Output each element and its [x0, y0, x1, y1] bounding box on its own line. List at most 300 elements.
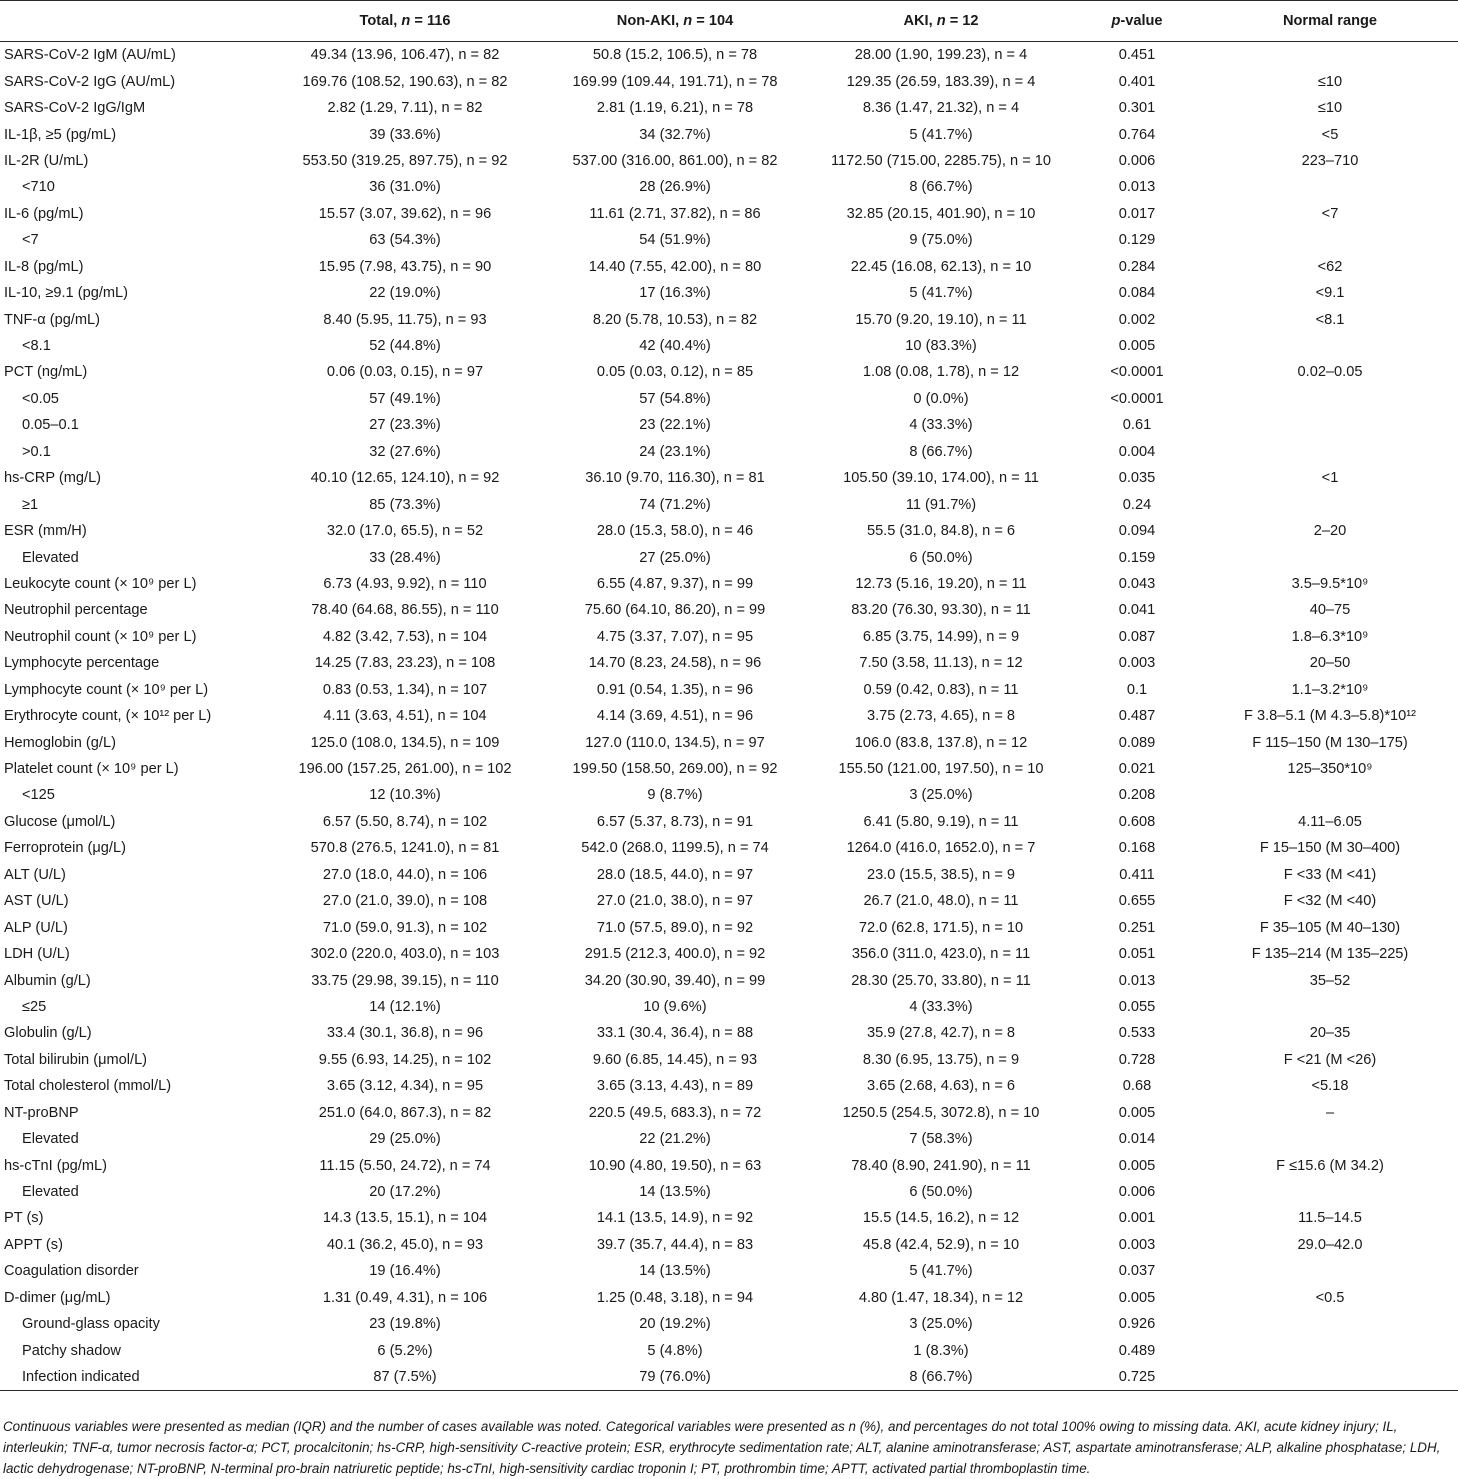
cell-nonaki: 2.81 (1.19, 6.21), n = 78: [596, 100, 754, 117]
cell-total: 6 (5.2%): [377, 1342, 433, 1359]
row-label: Lymphocyte percentage: [4, 655, 160, 672]
cell-total: 14 (12.1%): [369, 998, 441, 1015]
cell-aki: 72.0 (62.8, 171.5), n = 10: [858, 919, 1024, 936]
cell-aki: 83.20 (76.30, 93.30), n = 11: [851, 602, 1031, 619]
cell-normal: <5.18: [1311, 1078, 1349, 1095]
cell-normal: [1202, 1364, 1458, 1391]
cell-p: 0.487: [1118, 708, 1156, 725]
cell-p: 0.533: [1118, 1025, 1156, 1042]
cell-p: 0.005: [1118, 1289, 1156, 1306]
cell-normal: F 35–105 (M 40–130): [1259, 919, 1401, 936]
cell-aki: 6 (50.0%): [909, 549, 973, 566]
table-row: [0, 1258, 1458, 1284]
row-label: IL-10, ≥9.1 (pg/mL): [4, 285, 129, 302]
cell-aki: 3.65 (2.68, 4.63), n = 6: [866, 1078, 1016, 1095]
cell-aki: 8.30 (6.95, 13.75), n = 9: [862, 1051, 1020, 1068]
row-label: ESR (mm/H): [4, 523, 87, 540]
table-row: [0, 1100, 1458, 1126]
cell-total: 33.4 (30.1, 36.8), n = 96: [326, 1025, 484, 1042]
cell-nonaki: 28.0 (18.5, 44.0), n = 97: [596, 866, 754, 883]
table-row: [0, 729, 1458, 755]
row-label: Ferroprotein (μg/L): [4, 840, 126, 857]
cell-p: 0.005: [1118, 1104, 1156, 1121]
cell-nonaki: 14 (13.5%): [639, 1184, 711, 1201]
table-row: [0, 386, 1458, 412]
row-label: >0.1: [22, 443, 51, 460]
cell-nonaki: 4.14 (3.69, 4.51), n = 96: [596, 708, 754, 725]
cell-aki: 8 (66.7%): [909, 443, 973, 460]
table-row: [0, 1205, 1458, 1231]
cell-normal: <1: [1321, 470, 1339, 487]
cell-p: 0.041: [1118, 602, 1156, 619]
cell-normal: [1202, 1337, 1458, 1363]
row-label: LDH (U/L): [4, 946, 70, 963]
table-row: [0, 1179, 1458, 1205]
cell-nonaki: 57 (54.8%): [639, 390, 711, 407]
table-row: [0, 677, 1458, 703]
cell-normal: 125–350*10⁹: [1287, 761, 1373, 778]
row-label: Elevated: [22, 1184, 79, 1201]
cell-normal: 223–710: [1301, 152, 1359, 169]
table-row: [0, 1126, 1458, 1152]
cell-aki: 1250.5 (254.5, 3072.8), n = 10: [842, 1104, 1040, 1121]
cell-aki: 129.35 (26.59, 183.39), n = 4: [846, 73, 1036, 90]
cell-p: 0.208: [1118, 787, 1156, 804]
cell-aki: 12.73 (5.16, 19.20), n = 11: [855, 575, 1027, 592]
cell-total: 125.0 (108.0, 134.5), n = 109: [310, 734, 500, 751]
row-label: Total cholesterol (mmol/L): [4, 1078, 172, 1095]
table-row: [0, 1020, 1458, 1046]
cell-total: 6.73 (4.93, 9.92), n = 110: [323, 575, 487, 592]
cell-p: 0.251: [1118, 919, 1156, 936]
cell-aki: 105.50 (39.10, 174.00), n = 11: [843, 470, 1039, 487]
cell-total: 52 (44.8%): [369, 338, 441, 355]
cell-nonaki: 54 (51.9%): [639, 232, 711, 249]
row-label: Elevated: [22, 1131, 79, 1148]
cell-p: 0.094: [1118, 523, 1156, 540]
cell-nonaki: 22 (21.2%): [639, 1131, 711, 1148]
cell-nonaki: 20 (19.2%): [639, 1316, 711, 1333]
cell-p: 0.168: [1118, 840, 1156, 857]
cell-nonaki: 6.57 (5.37, 8.73), n = 91: [596, 813, 754, 830]
cell-p: 0.284: [1118, 258, 1156, 275]
cell-normal: 0.02–0.05: [1297, 364, 1363, 381]
table-row: [0, 465, 1458, 491]
table-row: [0, 597, 1458, 623]
cell-nonaki: 74 (71.2%): [639, 496, 711, 513]
table-row: [0, 95, 1458, 121]
cell-aki: 55.5 (31.0, 84.8), n = 6: [866, 523, 1016, 540]
cell-aki: 3 (25.0%): [909, 1316, 973, 1333]
row-label: D-dimer (μg/mL): [4, 1289, 111, 1306]
cell-total: 87 (7.5%): [270, 1364, 540, 1391]
cell-nonaki: 36.10 (9.70, 116.30), n = 81: [585, 470, 765, 487]
cell-nonaki: 14.1 (13.5, 14.9), n = 92: [596, 1210, 754, 1227]
cell-aki: 78.40 (8.90, 241.90), n = 11: [851, 1157, 1031, 1174]
table-row: [0, 227, 1458, 253]
cell-p: 0.411: [1119, 866, 1155, 883]
cell-aki: 8 (66.7%): [810, 1364, 1072, 1391]
cell-aki: 1 (8.3%): [913, 1342, 969, 1359]
cell-p: 0.035: [1118, 470, 1156, 487]
row-label: Leukocyte count (× 10⁹ per L): [4, 575, 197, 592]
table-row: [0, 862, 1458, 888]
table-row: [0, 42, 1458, 69]
cell-nonaki: 28.0 (15.3, 58.0), n = 46: [596, 523, 754, 540]
cell-nonaki: 79 (76.0%): [540, 1364, 810, 1391]
table-row: [0, 650, 1458, 676]
header-total: Total, n = 116: [270, 1, 540, 42]
cell-normal: 20–50: [1309, 655, 1351, 672]
cell-p: 0.608: [1118, 813, 1156, 830]
cell-normal: [1202, 174, 1458, 200]
row-label: IL-6 (pg/mL): [4, 205, 84, 222]
cell-aki: 356.0 (311.0, 423.0), n = 11: [851, 946, 1031, 963]
cell-aki: 1.08 (0.08, 1.78), n = 12: [862, 364, 1020, 381]
cell-aki: 1172.50 (715.00, 2285.75), n = 10: [830, 152, 1052, 169]
cell-total: 2.82 (1.29, 7.11), n = 82: [327, 100, 483, 117]
cell-normal: [1202, 544, 1458, 570]
row-label: IL-1β, ≥5 (pg/mL): [4, 126, 117, 143]
cell-total: 6.57 (5.50, 8.74), n = 102: [322, 813, 488, 830]
cell-p: 0.24: [1122, 496, 1152, 513]
table-row: [0, 835, 1458, 861]
cell-nonaki: 6.55 (4.87, 9.37), n = 99: [596, 575, 754, 592]
table-row: [0, 888, 1458, 914]
cell-p: 0.159: [1118, 549, 1156, 566]
row-label: 0.05–0.1: [22, 417, 79, 434]
table-row: [0, 809, 1458, 835]
cell-normal: ≤10: [1317, 73, 1343, 90]
cell-normal: F 115–150 (M 130–175): [1252, 734, 1408, 751]
cell-normal: F ≤15.6 (M 34.2): [1276, 1157, 1384, 1174]
row-label: Platelet count (× 10⁹ per L): [4, 761, 179, 778]
cell-total: 71.0 (59.0, 91.3), n = 102: [322, 919, 488, 936]
row-label: ≤25: [22, 998, 47, 1015]
cell-total: 63 (54.3%): [369, 232, 441, 249]
table-row: [0, 1047, 1458, 1073]
cell-total: 40.10 (12.65, 124.10), n = 92: [310, 470, 500, 487]
cell-nonaki: 8.20 (5.78, 10.53), n = 82: [592, 311, 758, 328]
table-row: [0, 439, 1458, 465]
cell-total: 1.31 (0.49, 4.31), n = 106: [322, 1289, 488, 1306]
table-row: [0, 121, 1458, 147]
table-row: [0, 1364, 1458, 1391]
table-row: [0, 359, 1458, 385]
row-label: Lymphocyte count (× 10⁹ per L): [4, 681, 209, 698]
row-label: Infection indicated: [0, 1364, 270, 1391]
cell-p: 0.013: [1118, 179, 1156, 196]
table-row: [0, 994, 1458, 1020]
cell-aki: 6.41 (5.80, 9.19), n = 11: [863, 813, 1019, 830]
table-row: [0, 412, 1458, 438]
row-label: SARS-CoV-2 IgG (AU/mL): [4, 73, 176, 90]
cell-nonaki: 50.8 (15.2, 106.5), n = 78: [592, 47, 758, 64]
cell-normal: <9.1: [1315, 285, 1345, 302]
row-label: ≥1: [22, 496, 39, 513]
cell-total: 78.40 (64.68, 86.55), n = 110: [311, 602, 499, 619]
table-row: [0, 254, 1458, 280]
cell-aki: 15.70 (9.20, 19.10), n = 11: [855, 311, 1027, 328]
cell-aki: 11 (91.7%): [905, 496, 977, 513]
cell-nonaki: 10.90 (4.80, 19.50), n = 63: [588, 1157, 762, 1174]
cell-p: 0.006: [1118, 1184, 1156, 1201]
row-label: Coagulation disorder: [4, 1263, 139, 1280]
cell-total: 169.76 (108.52, 190.63), n = 82: [302, 73, 508, 90]
cell-p: 0.013: [1118, 972, 1156, 989]
header-normal-range: Normal range: [1202, 1, 1458, 42]
table-row: [0, 624, 1458, 650]
cell-normal: <0.5: [1315, 1289, 1345, 1306]
row-label: Erythrocyte count, (× 10¹² per L): [4, 708, 212, 725]
cell-p: 0.005: [1118, 338, 1156, 355]
row-label: <7: [22, 232, 39, 249]
cell-normal: [1202, 333, 1458, 359]
cell-normal: 2–20: [1313, 523, 1347, 540]
table-row: [0, 1232, 1458, 1258]
table-row: [0, 68, 1458, 94]
cell-total: 302.0 (220.0, 403.0), n = 103: [310, 946, 500, 963]
table-row: [0, 1073, 1458, 1099]
cell-total: 0.83 (0.53, 1.34), n = 107: [322, 681, 488, 698]
row-label: hs-cTnI (pg/mL): [4, 1157, 107, 1174]
cell-normal: –: [1325, 1104, 1335, 1121]
table-row: [0, 571, 1458, 597]
row-label: Globulin (g/L): [4, 1025, 92, 1042]
cell-nonaki: 24 (23.1%): [639, 443, 711, 460]
table-row: [0, 703, 1458, 729]
cell-total: 11.15 (5.50, 24.72), n = 74: [319, 1157, 491, 1174]
cell-p: 0.021: [1118, 761, 1156, 778]
cell-normal: 20–35: [1309, 1025, 1351, 1042]
cell-p: 0.301: [1118, 100, 1156, 117]
cell-aki: 3.75 (2.73, 4.65), n = 8: [866, 708, 1016, 725]
cell-nonaki: 199.50 (158.50, 269.00), n = 92: [572, 761, 778, 778]
cell-p: <0.0001: [1110, 364, 1164, 381]
table-row: [0, 491, 1458, 517]
cell-nonaki: 291.5 (212.3, 400.0), n = 92: [584, 946, 766, 963]
cell-nonaki: 34 (32.7%): [639, 126, 711, 143]
cell-total: 27.0 (21.0, 39.0), n = 108: [322, 893, 488, 910]
cell-aki: 1264.0 (416.0, 1652.0), n = 7: [846, 840, 1036, 857]
cell-aki: 23.0 (15.5, 38.5), n = 9: [866, 866, 1016, 883]
cell-p: 0.006: [1118, 152, 1156, 169]
cell-normal: 1.8–6.3*10⁹: [1291, 628, 1369, 645]
row-label: Ground-glass opacity: [22, 1316, 160, 1333]
cell-total: 27.0 (18.0, 44.0), n = 106: [322, 866, 488, 883]
row-label: Glucose (μmol/L): [4, 813, 116, 830]
cell-aki: 0 (0.0%): [913, 390, 969, 407]
cell-total: 23 (19.8%): [369, 1316, 441, 1333]
cell-aki: 15.5 (14.5, 16.2), n = 12: [862, 1210, 1020, 1227]
row-label: PT (s): [4, 1210, 44, 1227]
cell-normal: F <21 (M <26): [1283, 1051, 1377, 1068]
cell-normal: 4.11–6.05: [1298, 813, 1362, 830]
table-row: [0, 782, 1458, 808]
row-label: SARS-CoV-2 IgM (AU/mL): [4, 47, 176, 64]
row-label: TNF-α (pg/mL): [4, 311, 100, 328]
cell-total: 20 (17.2%): [369, 1184, 441, 1201]
cell-p: 0.489: [1118, 1342, 1156, 1359]
cell-normal: <8.1: [1315, 311, 1345, 328]
cell-aki: 7 (58.3%): [909, 1131, 973, 1148]
cell-p: 0.725: [1072, 1364, 1202, 1391]
cell-normal: F <33 (M <41): [1283, 866, 1377, 883]
row-label: Neutrophil percentage: [4, 602, 148, 619]
cell-total: 3.65 (3.12, 4.34), n = 95: [326, 1078, 484, 1095]
cell-normal: [1202, 412, 1458, 438]
cell-aki: 10 (83.3%): [905, 338, 977, 355]
cell-p: 0.655: [1118, 893, 1156, 910]
cell-p: 0.017: [1118, 205, 1156, 222]
cell-p: 0.089: [1118, 734, 1156, 751]
table-row: [0, 174, 1458, 200]
cell-total: 32.0 (17.0, 65.5), n = 52: [326, 523, 484, 540]
cell-normal: [1202, 782, 1458, 808]
table-body: [0, 42, 1458, 1391]
cell-aki: 9 (75.0%): [909, 232, 973, 249]
table-row: [0, 967, 1458, 993]
table-row: [0, 1311, 1458, 1337]
row-label: SARS-CoV-2 IgG/IgM: [4, 100, 146, 117]
cell-total: 0.06 (0.03, 0.15), n = 97: [326, 364, 484, 381]
cell-nonaki: 5 (4.8%): [647, 1342, 703, 1359]
cell-normal: [1202, 994, 1458, 1020]
cell-nonaki: 27 (25.0%): [639, 549, 711, 566]
table-row: [0, 1337, 1458, 1363]
row-label: Patchy shadow: [22, 1342, 121, 1359]
cell-aki: 5 (41.7%): [909, 285, 973, 302]
cell-p: 0.764: [1118, 126, 1156, 143]
cell-nonaki: 169.99 (109.44, 191.71), n = 78: [572, 73, 778, 90]
cell-total: 4.82 (3.42, 7.53), n = 104: [322, 628, 488, 645]
cell-p: 0.401: [1118, 73, 1156, 90]
row-label: <8.1: [22, 338, 51, 355]
row-label: Albumin (g/L): [4, 972, 91, 989]
header-non-aki: Non-AKI, n = 104: [540, 1, 810, 42]
cell-aki: 0.59 (0.42, 0.83), n = 11: [863, 681, 1019, 698]
cell-nonaki: 11.61 (2.71, 37.82), n = 86: [589, 205, 761, 222]
cell-normal: 3.5–9.5*10⁹: [1291, 575, 1369, 592]
cell-total: 33 (28.4%): [369, 549, 441, 566]
cell-total: 9.55 (6.93, 14.25), n = 102: [318, 1051, 492, 1068]
cell-total: 32 (27.6%): [369, 443, 441, 460]
cell-total: 29 (25.0%): [369, 1131, 441, 1148]
cell-nonaki: 27.0 (21.0, 38.0), n = 97: [596, 893, 754, 910]
cell-aki: 26.7 (21.0, 48.0), n = 11: [863, 893, 1019, 910]
cell-normal: 11.5–14.5: [1298, 1210, 1362, 1227]
cell-p: 0.68: [1122, 1078, 1152, 1095]
cell-total: 196.00 (157.25, 261.00), n = 102: [298, 761, 512, 778]
cell-nonaki: 537.00 (316.00, 861.00), n = 82: [572, 152, 778, 169]
cell-p: 0.003: [1118, 1236, 1156, 1253]
cell-nonaki: 23 (22.1%): [639, 417, 711, 434]
header-variable: [0, 1, 270, 42]
cell-normal: F <32 (M <40): [1283, 893, 1377, 910]
table-row: [0, 280, 1458, 306]
cell-nonaki: 39.7 (35.7, 44.4), n = 83: [596, 1236, 754, 1253]
cell-total: 8.40 (5.95, 11.75), n = 93: [323, 311, 487, 328]
row-label: NT-proBNP: [4, 1104, 79, 1121]
cell-aki: 35.9 (27.8, 42.7), n = 8: [866, 1025, 1016, 1042]
cell-p: 0.926: [1118, 1316, 1156, 1333]
table-row: [0, 518, 1458, 544]
table-row: [0, 941, 1458, 967]
cell-p: 0.004: [1118, 443, 1156, 460]
cell-normal: 29.0–42.0: [1297, 1236, 1363, 1253]
cell-nonaki: 14.40 (7.55, 42.00), n = 80: [588, 258, 762, 275]
row-label: IL-2R (U/mL): [4, 152, 89, 169]
cell-nonaki: 542.0 (268.0, 1199.5), n = 74: [581, 840, 769, 857]
cell-aki: 22.45 (16.08, 62.13), n = 10: [850, 258, 1032, 275]
cell-aki: 6 (50.0%): [909, 1184, 973, 1201]
cell-nonaki: 33.1 (30.4, 36.4), n = 88: [596, 1025, 754, 1042]
cell-total: 39 (33.6%): [369, 126, 441, 143]
cell-aki: 3 (25.0%): [909, 787, 973, 804]
cell-nonaki: 9.60 (6.85, 14.45), n = 93: [592, 1051, 758, 1068]
row-label: APPT (s): [4, 1236, 63, 1253]
cell-p: 0.61: [1122, 417, 1152, 434]
cell-p: 0.451: [1118, 47, 1156, 64]
cell-normal: 35–52: [1309, 972, 1351, 989]
table-row: [0, 201, 1458, 227]
cell-normal: <62: [1317, 258, 1343, 275]
cell-aki: 4.80 (1.47, 18.34), n = 12: [858, 1289, 1024, 1306]
cell-aki: 8.36 (1.47, 21.32), n = 4: [862, 100, 1020, 117]
cell-nonaki: 220.5 (49.5, 683.3), n = 72: [588, 1104, 762, 1121]
cell-normal: [1202, 491, 1458, 517]
cell-total: 22 (19.0%): [369, 285, 441, 302]
row-label: PCT (ng/mL): [4, 364, 88, 381]
table-row: [0, 544, 1458, 570]
cell-normal: [1202, 1311, 1458, 1337]
table-row: [0, 333, 1458, 359]
cell-normal: ≤10: [1317, 100, 1343, 117]
cell-aki: 7.50 (3.58, 11.13), n = 12: [859, 655, 1023, 672]
cell-total: 14.3 (13.5, 15.1), n = 104: [322, 1210, 488, 1227]
row-label: Hemoglobin (g/L): [4, 734, 116, 751]
cell-normal: [1202, 1179, 1458, 1205]
cell-nonaki: 75.60 (64.10, 86.20), n = 99: [584, 602, 766, 619]
row-label: AST (U/L): [4, 893, 69, 910]
cell-normal: F 135–214 (M 135–225): [1251, 946, 1409, 963]
cell-nonaki: 0.91 (0.54, 1.35), n = 96: [596, 681, 754, 698]
cell-total: 14.25 (7.83, 23.23), n = 108: [314, 655, 496, 672]
cell-total: 15.95 (7.98, 43.75), n = 90: [318, 258, 492, 275]
cell-normal: [1202, 1258, 1458, 1284]
cell-p: 0.087: [1118, 628, 1156, 645]
cell-normal: [1202, 386, 1458, 412]
row-label: ALT (U/L): [4, 866, 66, 883]
cell-normal: F 15–150 (M 30–400): [1259, 840, 1401, 857]
table-row: [0, 914, 1458, 940]
cell-nonaki: 9 (8.7%): [647, 787, 703, 804]
cell-normal: [1202, 42, 1458, 69]
cell-total: 33.75 (29.98, 39.15), n = 110: [311, 972, 499, 989]
cell-normal: 1.1–3.2*10⁹: [1291, 681, 1369, 698]
cell-nonaki: 0.05 (0.03, 0.12), n = 85: [596, 364, 754, 381]
table-footnote: Continuous variables were presented as median (IQR) and the number of cases available was noted. Categorical variables were presented as n (%), and percentages do not total 100% owing to missing data. AKI, acute kidney injury; IL, interleukin; TNF-α, tumor necrosis factor-α; PCT, procalcitonin; hs-CRP, high-sensitivity C-reactive protein; ESR, erythrocyte sedimentation rate; ALT, alanine aminotransferase; AST, aspartate aminotransferase; ALP, alkaline phosphatase; LDH, lactic dehydrogenase; NT-proBNP, N-terminal pro-brain natriuretic peptide; hs-cTnI, high-sensitivity cardiac troponin I; PT, prothrombin time; APTT, activated partial thromboplastin time.: [3, 1419, 1441, 1476]
row-label: ALP (U/L): [4, 919, 68, 936]
cell-total: 27 (23.3%): [369, 417, 441, 434]
cell-nonaki: 17 (16.3%): [639, 285, 711, 302]
header-row: [0, 1, 1458, 42]
cell-total: 15.57 (3.07, 39.62), n = 96: [318, 205, 492, 222]
cell-normal: [1202, 439, 1458, 465]
cell-aki: 45.8 (42.4, 52.9), n = 10: [862, 1236, 1020, 1253]
cell-total: 49.34 (13.96, 106.47), n = 82: [310, 47, 500, 64]
cell-aki: 155.50 (121.00, 197.50), n = 10: [838, 761, 1044, 778]
